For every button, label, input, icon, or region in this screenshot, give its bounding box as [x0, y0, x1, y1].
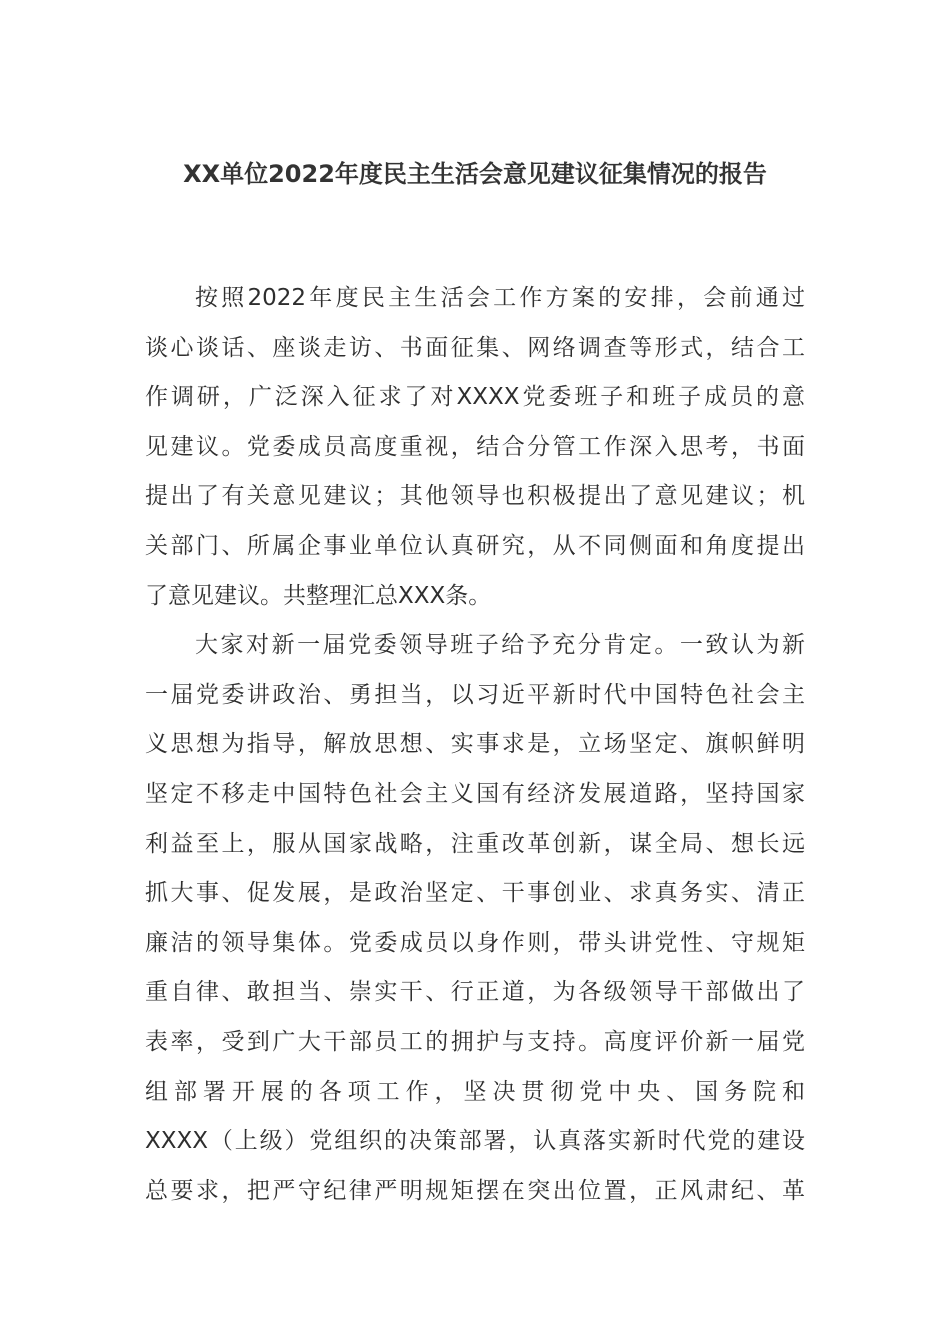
text-line: 提出了有关意见建议；其他领导也积极提出了意见建议；机: [145, 483, 805, 510]
text-line: 按照2022年度民主生活会工作方案的安排，会前通过: [195, 285, 805, 311]
text-line: 作调研，广泛深入征求了对XXXX党委班子和班子成员的意: [145, 384, 805, 411]
text-line: 总要求，把严守纪律严明规矩摆在突出位置，正风肃纪、革: [145, 1177, 805, 1204]
text-line: 利益至上，服从国家战略，注重改革创新，谋全局、想长远: [145, 830, 805, 857]
text-line: 表率，受到广大干部员工的拥护与支持。高度评价新一届党: [145, 1028, 805, 1055]
text-line: 见建议。党委成员高度重视，结合分管工作深入思考，书面: [145, 433, 805, 460]
text-line: 抓大事、促发展，是政治坚定、干事创业、求真务实、清正: [145, 880, 805, 907]
text-line: 关部门、所属企事业单位认真研究，从不同侧面和角度提出: [145, 532, 805, 559]
text-line: 坚定不移走中国特色社会主义国有经济发展道路，坚持国家: [145, 780, 805, 807]
document-body: [145, 274, 805, 1216]
text-line: XXXX（上级）党组织的决策部署，认真落实新时代党的建设: [145, 1128, 805, 1155]
text-line: 一届党委讲政治、勇担当，以习近平新时代中国特色社会主: [145, 681, 805, 708]
text-line: 谈心谈话、座谈走访、书面征集、网络调查等形式，结合工: [145, 334, 805, 361]
text-line: 大家对新一届党委领导班子给予充分肯定。一致认为新: [195, 632, 805, 659]
text-line: 组部署开展的各项工作，坚决贯彻党中央、国务院和: [145, 1078, 805, 1105]
text-line: 了意见建议。共整理汇总XXX条。: [145, 582, 492, 609]
text-line: 义思想为指导，解放思想、实事求是，立场坚定、旗帜鲜明: [145, 731, 805, 758]
text-line: 重自律、敢担当、崇实干、行正道，为各级领导干部做出了: [145, 979, 805, 1006]
document-title: XX单位2022年度民主生活会意见建议征集情况的报告: [183, 160, 767, 188]
text-line: 廉洁的领导集体。党委成员以身作则，带头讲党性、守规矩: [145, 929, 805, 956]
